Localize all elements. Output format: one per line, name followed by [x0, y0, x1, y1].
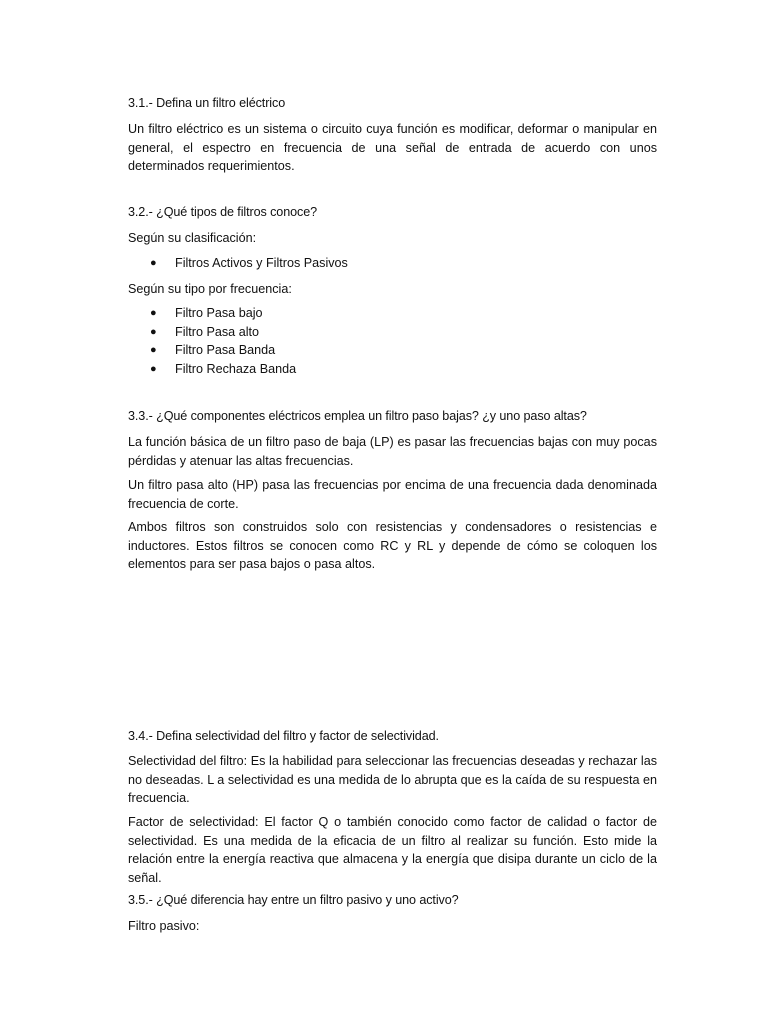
list-item: ● Filtro Rechaza Banda [128, 360, 657, 379]
bullet-icon: ● [150, 362, 157, 375]
section-3-4-heading: 3.4.- Defina selectividad del filtro y factor de selectividad. [128, 729, 439, 743]
section-3-3-paragraph-3: Ambos filtros son construidos solo con resistencias y condensadores o resistencias e inductores. Estos filtros se conocen como RC y RL y depende de cómo se coloquen los elementos para ser pasa bajos o pasa altos. [128, 520, 657, 571]
bullet-icon: ● [150, 257, 157, 269]
section-3-5-heading: 3.5.- ¿Qué diferencia hay entre un filtro pasivo y uno activo? [128, 893, 459, 907]
section-3-3-paragraph-1: La función básica de un filtro paso de baja (LP) es pasar las frecuencias bajas con muy pocas pérdidas y atenuar las altas frecuencias. [128, 435, 657, 468]
frequency-type-label: Según su tipo por frecuencia: [128, 282, 292, 296]
classification-label: Según su clasificación: [128, 231, 257, 245]
bullet-icon: ● [150, 325, 157, 338]
list-item: ● Filtro Pasa bajo [128, 304, 657, 323]
section-3-3-heading: 3.3.- ¿Qué componentes eléctricos emplea un filtro paso bajas? ¿y uno paso altas? [128, 409, 587, 423]
section-3-1-heading: 3.1.- Defina un filtro eléctrico [128, 96, 286, 110]
section-3-4-paragraph-2: Factor de selectividad: El factor Q o también conocido como factor de calidad o factor de selectividad. Es una medida de la eficacia de un filtro al realizar su función. Esto mide la relación entre la energía reactiva que almacena y la energía que disipa durante un ciclo de la señal. [128, 815, 657, 885]
bullet-icon: ● [150, 344, 157, 356]
list-item: ● Filtro Pasa Banda [128, 341, 657, 360]
list-item: ● Filtros Activos y Filtros Pasivos [128, 254, 657, 273]
frequency-type-list [128, 304, 657, 378]
section-3-3-paragraph-2: Un filtro pasa alto (HP) pasa las frecuencias por encima de una frecuencia dada denominada frecuencia de corte. [128, 478, 657, 511]
classification-list [128, 254, 657, 273]
section-3-2-heading: 3.2.- ¿Qué tipos de filtros conoce? [128, 205, 318, 219]
section-3-1-paragraph: Un filtro eléctrico es un sistema o circuito cuya función es modificar, deformar o manipular en general, el espectro en frecuencia de una señal de entrada de acuerdo con unos determinados requerimientos. [128, 122, 657, 173]
bullet-icon: ● [150, 307, 157, 319]
list-item: ● Filtro Pasa alto [128, 323, 657, 342]
passive-filter-label: Filtro pasivo: [128, 919, 200, 933]
section-3-4-paragraph-1: Selectividad del filtro: Es la habilidad para seleccionar las frecuencias deseadas y rechazar las no deseadas. L a selectividad es una medida de lo abrupta que es la caída de su respuesta en frecuencia. [128, 754, 657, 805]
